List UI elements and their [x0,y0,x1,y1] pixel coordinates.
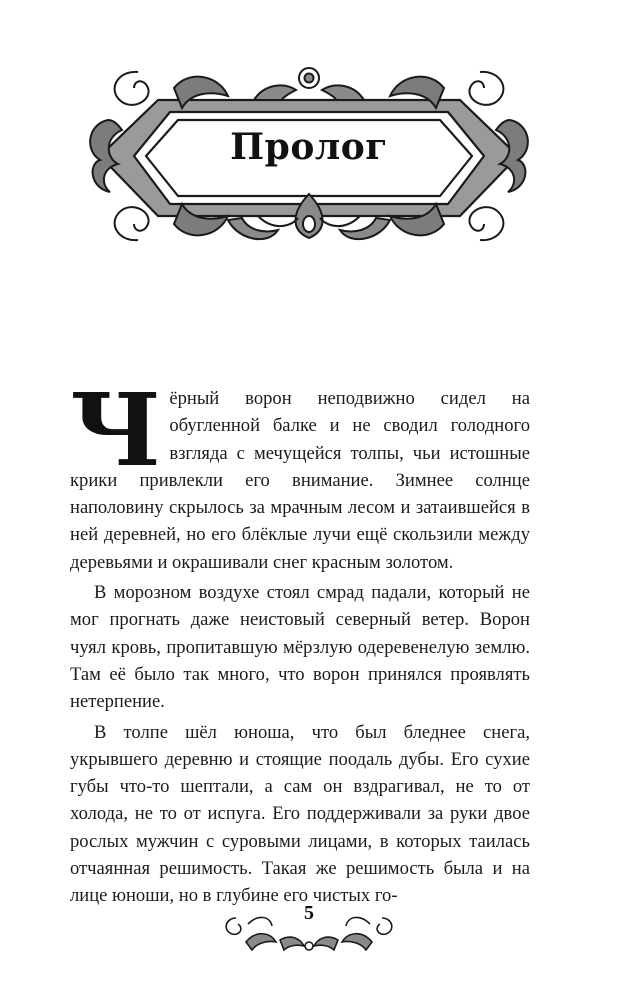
paragraph-1-text: ёрный ворон неподвижно сидел на обугленной балке и не сводил голодного взгляда с мечущейся толпы, чьи истошные крики привлекли его внимание. Зимнее солнце наполовину скрылось за мрачным лесом и затаившейся в ней деревней, но его блёклые лучи ещё скользили между деревьями и окрашивали снег красным золотом. [70,388,530,573]
paragraph-2: В морозном воздухе стоял смрад падали, который не мог прогнать даже неистовый северный ветер. Ворон чуял кровь, пропитавшую мёрзлую одеревенелую землю. Там её было так много, что ворон принялся проявлять нетерпение. [70,582,530,713]
paragraph-1 [70,371,530,576]
body-text [70,371,530,910]
page-number: 5 [304,902,314,924]
paragraph-3: В толпе шёл юноша, что был бледнее снега, укрывшего деревню и стоящие поодаль дубы. Его сухие губы что-то шептали, а сам он вздрагивал, не то от холода, не то от испуга. Его поддерживали за руки двое рослых мужчин с суровыми лицами, в которых таилась отчаянная решимость. Такая же решимость была и на лице юноши, но в глубине его чистых го- [70,721,530,907]
drop-cap: Ч [70,371,162,489]
chapter-title: Пролог [230,126,388,168]
